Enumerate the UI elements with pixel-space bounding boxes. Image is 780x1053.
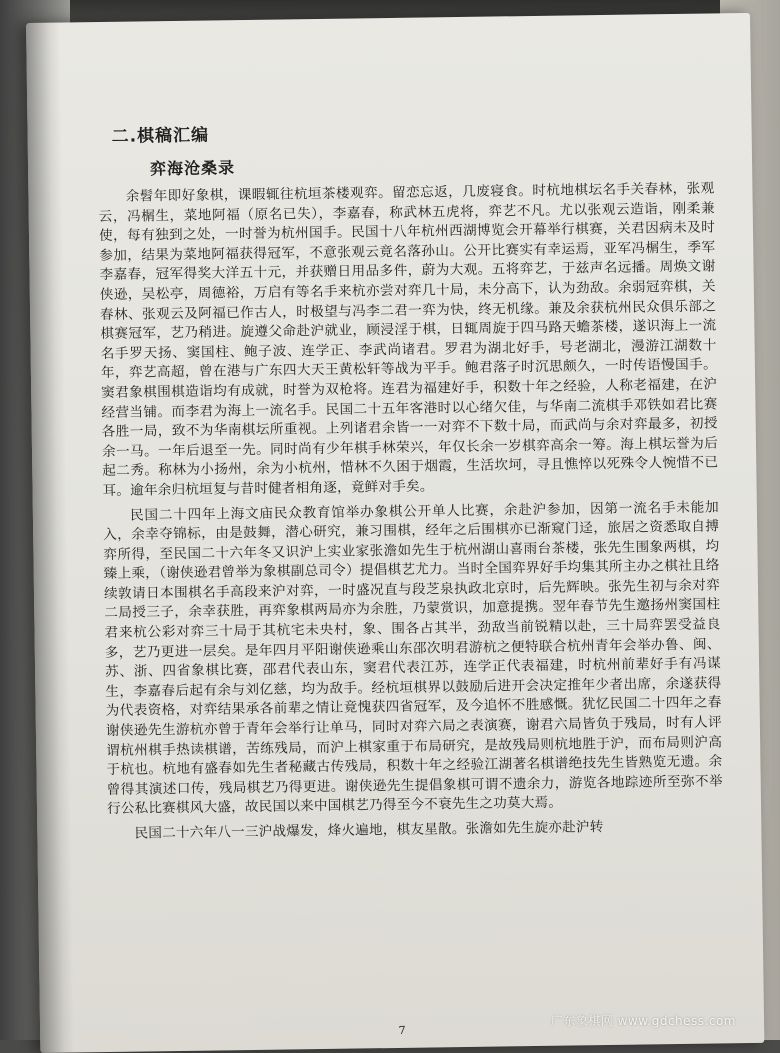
paragraph-1: 余髫年即好象棋，课暇辄往杭垣茶楼观弈。留恋忘返，几废寝食。时杭地棋坛名手关春林，张观云，冯榍生，菜地阿福（原名已失），李嘉春，称武林五虎将，弈艺不凡。尤以张观云造诣，刚柔兼使，每有独到之处，一时誉为杭州国手。民国十八年杭州西湖博览会开幕举行棋赛，关君因病未及时参加，结果为菜地阿福获得冠军，不意张观云竟名落孙山。公开比赛实有幸运焉，亚军冯榍生，季军李嘉春，冠军得奖大洋五十元，并获赠日用品多件，蔚为大观。五将弈艺，于兹声名远播。周焕文谢侠逊，吴松亭，周德裕，万启有等名手来杭亦尝对弈几十局，未分高下，认为劲敌。余弱冠弈棋，关春林、张观云及阿福已作古人，时极望与冯李二君一弈为快，终无机缘。兼及余获杭州民众俱乐部之棋赛冠军，艺乃稍进。旋遵父命赴沪就业，顾浸淫于棋，日辄周旋于四马路天蟾茶楼，遂识海上一流名手罗天扬、窦国柱、鲍子波、连学正、李武尚诸君。罗君为湖北好手，号老湖北，漫游江湖数十年，弈艺高超，曾在港与广东四大天王黄松轩等战为平手。鲍君落子时沉思颇久，一时传语慢国手。窦君象棋围棋造诣均有成就，时誉为双枪将。连君为福建好手，积数十年之经验，人称老福建，在沪经营当铺。而李君为海上一流名手。民国二十五年客港时以心绪欠佳，与华南二流棋手邓铁如君比赛各胜一局，致不为华南棋坛所重视。上列诸君余皆一一对弈不下数十局，而武尚与余对弈最多，初授余一马。一年后退至一先。同时尚有少年棋手林荣兴，年仅长余一岁棋弈高余一筹。海上棋坛誉为后起二秀。称林为小扬州，余为小杭州，惜林不久困于烟霞，生活坎坷，寻且憔悴以死殊令人惋惜不已耳。逾年余归杭垣复与昔时健者相角逐，竟鲜对手矣。 [98,180,719,499]
article-title: 弈海沧桑录 [149,158,236,179]
book-page [26,13,764,1053]
section-title: 二.棋稿汇编 [111,125,210,147]
page-number: 7 [398,1023,406,1037]
paragraph-2: 民国二十四年上海文庙民众教育馆举办象棋公开单人比赛，余赴沪参加，因第一流名手未能加入，余幸夺锦标，由是鼓舞，潜心研究，兼习围棋，经年之后围棋亦已渐窥门迳，旅居之资悉取自搏弈所得，至民国二十六年冬又识沪上实业家张澹如先生于杭州湖山喜雨台茶楼，张先生围象两棋，均臻上乘，（谢侠逊君曾举为象棋副总司令）提倡棋艺尤力。当时全国弈界好手均集其所主办之棋社且络续敦请日本围棋名手高段来沪对弈，一时盛况直与段芝泉执政北京时，后先辉映。张先生初与余对弈二局授三子，余幸获胜，再弈象棋两局亦为余胜，乃蒙赏识，加意提携。翌年春节先生邀扬州窦国柱君来杭公彩对弈三十局于其杭宅未央村，象、围各占其半，劲敌当前锐精以赴，三十局弈罢受益良多，艺乃更进一层矣。是年四月平阳谢侠逊乘山东邵次明君游杭之便特联合杭州青年会举办鲁、闽、苏、浙、四省象棋比赛，邵君代表山东，窦君代表江苏，连学正代表福建，时杭州前辈好手有冯谋生，李嘉春后起有余与刘亿慈，均为敌手。经杭垣棋界以鼓励后进开会决定推年少者出席，余遂获得为代表资格，对弈结果承各前辈之情让竟愧获四省冠军，及今追怀不胜感慨。犹忆民国二十四年之春谢侠逊先生游杭亦曾于青年会举行让单马，同时对弈六局之表演赛，谢君六局皆负于残局，时有人评谓杭州棋手热读棋谱，苦练残局，而沪上棋家重于布局研究，是故残局则杭地胜于沪，而布局则沪高于杭也。杭地有盛春如先生者秘藏古传残局，积数十年之经验江湖著名棋谱绝技先生皆熟览无遗。余曾得其演述口传，残局棋艺乃得更进。谢侠逊先生提倡象棋可谓不遗余力，游览各地踪迹所至弥不举行公私比赛棋风大盛，故民国以来中国棋艺乃得至今不衰先生之功莫大焉。 [103,498,723,818]
paragraph-3: 民国二十六年八一三沪战爆发，烽火遍地，棋友星散。张澹如先生旋亦赴沪转 [134,819,604,842]
watermark: 广东象棋网 www.gdchess.com [550,1014,736,1028]
page-content [97,113,723,849]
